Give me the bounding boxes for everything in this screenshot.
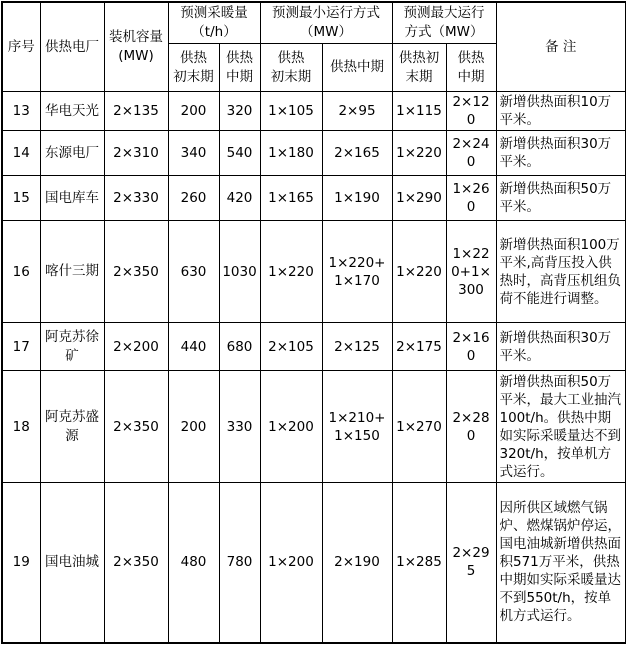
r17-heat-early: 440	[168, 323, 219, 371]
r18-min-mid: 1×210+1×150	[322, 371, 392, 483]
subcol-max-mid: 供热 中期	[446, 44, 496, 92]
r15-min-early: 1×165	[260, 176, 322, 221]
r17-max-mid: 2×160	[446, 323, 496, 371]
r19-plant: 国电油城	[40, 483, 104, 643]
r18-heat-mid: 330	[219, 371, 260, 483]
subcol-min-early: 供热 初末期	[260, 44, 322, 92]
r13-heat-mid: 320	[219, 92, 260, 131]
r17-max-early: 2×175	[392, 323, 446, 371]
header-row-groups	[2, 2, 626, 44]
col-header-serial: 序号	[2, 2, 40, 92]
r19-max-early: 1×285	[392, 483, 446, 643]
r17-remark: 新增供热面积30万平米。	[496, 323, 626, 371]
r13-max-mid: 2×120	[446, 92, 496, 131]
r18-serial: 18	[2, 371, 40, 483]
r13-min-mid: 2×95	[322, 92, 392, 131]
r19-heat-early: 480	[168, 483, 219, 643]
table-row-18	[2, 371, 626, 483]
r15-plant: 国电库车	[40, 176, 104, 221]
r14-max-mid: 2×240	[446, 131, 496, 176]
r14-heat-early: 340	[168, 131, 219, 176]
table-row-13	[2, 92, 626, 131]
table-row-15	[2, 176, 626, 221]
r13-min-early: 1×105	[260, 92, 322, 131]
table-row-14	[2, 131, 626, 176]
r16-min-early: 1×220	[260, 221, 322, 323]
r16-plant: 喀什三期	[40, 221, 104, 323]
r13-heat-early: 200	[168, 92, 219, 131]
max-group-line1: 预测最大运行	[403, 5, 485, 21]
group-header-max-operation	[392, 2, 496, 44]
r13-max-early: 1×115	[392, 92, 446, 131]
r16-heat-early: 630	[168, 221, 219, 323]
r19-serial: 19	[2, 483, 40, 643]
r14-heat-mid: 540	[219, 131, 260, 176]
r16-remark: 新增供热面积100万平米,高背压投入供热时，高背压机组负荷不能进行调整。	[496, 221, 626, 323]
r19-capacity: 2×350	[104, 483, 168, 643]
r18-plant: 阿克苏盛源	[40, 371, 104, 483]
r14-serial: 14	[2, 131, 40, 176]
capacity-header-line2: (MW)	[118, 48, 154, 64]
r15-heat-early: 260	[168, 176, 219, 221]
r15-min-mid: 1×190	[322, 176, 392, 221]
r13-plant: 华电天光	[40, 92, 104, 131]
max-group-line2: 方式（MW）	[404, 24, 484, 40]
r15-max-mid: 1×260	[446, 176, 496, 221]
r13-capacity: 2×135	[104, 92, 168, 131]
heating-plants-table	[1, 1, 626, 644]
r17-capacity: 2×200	[104, 323, 168, 371]
min-group-line2: （MW）	[300, 24, 352, 40]
heating-group-line1: 预测采暖量	[180, 5, 248, 21]
r18-capacity: 2×350	[104, 371, 168, 483]
r18-max-mid: 2×280	[446, 371, 496, 483]
r14-min-mid: 2×165	[322, 131, 392, 176]
group-header-predicted-heating	[168, 2, 260, 44]
r18-heat-early: 200	[168, 371, 219, 483]
r19-min-mid: 2×190	[322, 483, 392, 643]
r14-min-early: 1×180	[260, 131, 322, 176]
r17-heat-mid: 680	[219, 323, 260, 371]
r14-remark: 新增供热面积30万平米。	[496, 131, 626, 176]
r16-heat-mid: 1030	[219, 221, 260, 323]
r17-serial: 17	[2, 323, 40, 371]
r14-max-early: 1×220	[392, 131, 446, 176]
table-row-17	[2, 323, 626, 371]
r19-heat-mid: 780	[219, 483, 260, 643]
r14-plant: 东源电厂	[40, 131, 104, 176]
r16-capacity: 2×350	[104, 221, 168, 323]
r17-plant: 阿克苏徐矿	[40, 323, 104, 371]
r18-max-early: 1×270	[392, 371, 446, 483]
table-row-19	[2, 483, 626, 643]
r14-capacity: 2×310	[104, 131, 168, 176]
subcol-heating-mid: 供热 中期	[219, 44, 260, 92]
subcol-min-mid: 供热中期	[322, 44, 392, 92]
col-header-capacity	[104, 2, 168, 92]
r19-min-early: 1×200	[260, 483, 322, 643]
r18-min-early: 1×200	[260, 371, 322, 483]
r19-max-mid: 2×295	[446, 483, 496, 643]
subcol-heating-early: 供热 初末期	[168, 44, 219, 92]
heating-group-line2: （t/h）	[191, 24, 237, 40]
r15-max-early: 1×290	[392, 176, 446, 221]
r16-serial: 16	[2, 221, 40, 323]
r15-heat-mid: 420	[219, 176, 260, 221]
min-group-line1: 预测最小运行方式	[272, 5, 380, 21]
r19-remark: 因所供区域燃气锅炉、燃煤锅炉停运，国电油城新增供热面积571万平米，供热中期如实际采暖量达不到550t/h，按单机方式运行。	[496, 483, 626, 643]
r15-capacity: 2×330	[104, 176, 168, 221]
r16-min-mid: 1×220+1×170	[322, 221, 392, 323]
col-header-remark: 备 注	[496, 2, 626, 92]
r13-remark: 新增供热面积10万平米。	[496, 92, 626, 131]
group-header-min-operation	[260, 2, 392, 44]
r16-max-early: 1×220	[392, 221, 446, 323]
r17-min-mid: 2×125	[322, 323, 392, 371]
subcol-max-early: 供热初 末期	[392, 44, 446, 92]
r15-serial: 15	[2, 176, 40, 221]
table-row-16	[2, 221, 626, 323]
capacity-header-line1: 装机容量	[109, 29, 163, 45]
r17-min-early: 2×105	[260, 323, 322, 371]
col-header-plant: 供热电厂	[40, 2, 104, 92]
r16-max-mid: 1×220+1×300	[446, 221, 496, 323]
r13-serial: 13	[2, 92, 40, 131]
r15-remark: 新增供热面积50万平米。	[496, 176, 626, 221]
r18-remark: 新增供热面积50万平米，最大工业抽汽100t/h。供热中期如实际采暖量达不到320t/h，按单机方式运行。	[496, 371, 626, 483]
